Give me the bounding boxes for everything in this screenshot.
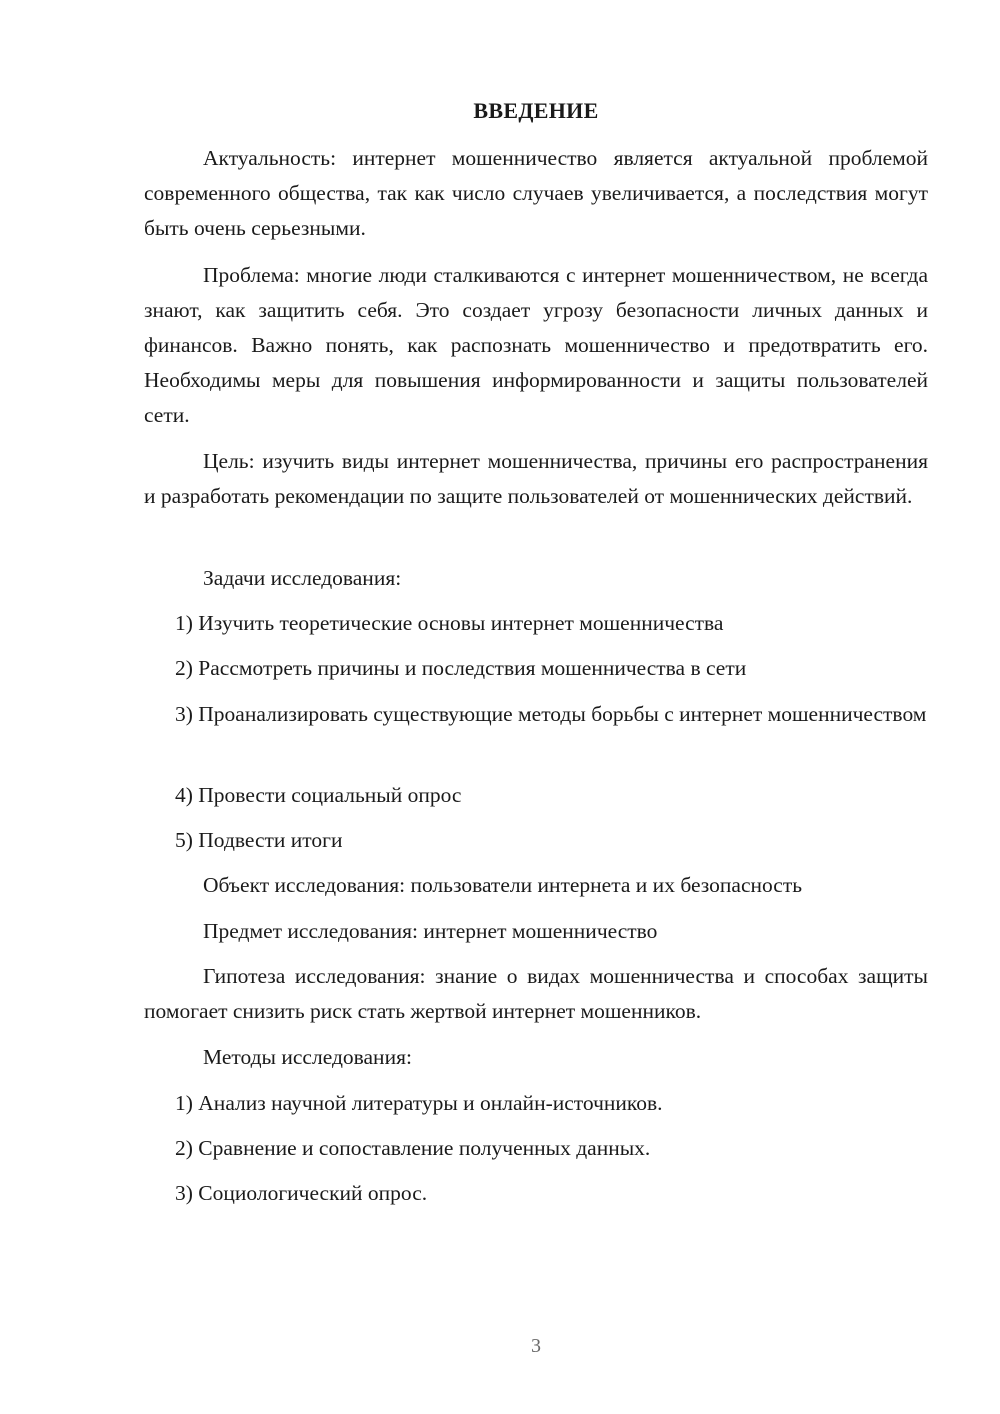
- page-title: ВВЕДЕНИЕ: [473, 98, 599, 123]
- method-item-3: 3) Социологический опрос.: [175, 1181, 428, 1205]
- paragraph-hypothesis: Гипотеза исследования: знание о видах мошенничества и способах защиты помогает снизить риск стать жертвой интернет мошенников.: [144, 964, 928, 1023]
- methods-heading: Методы исследования:: [203, 1045, 412, 1069]
- paragraph-subject: Предмет исследования: интернет мошенничество: [203, 919, 658, 943]
- task-item-2: 2) Рассмотреть причины и последствия мошенничества в сети: [175, 656, 747, 680]
- task-item-4: 4) Провести социальный опрос: [175, 783, 462, 807]
- tasks-heading: Задачи исследования:: [203, 566, 402, 590]
- task-item-1: 1) Изучить теоретические основы интернет мошенничества: [175, 611, 724, 635]
- task-item-5: 5) Подвести итоги: [175, 828, 343, 852]
- paragraph-relevance: Актуальность: интернет мошенничество является актуальной проблемой современного общества, так как число случаев увеличивается, а последствия могут быть очень серьезными.: [144, 146, 928, 240]
- method-item-1: 1) Анализ научной литературы и онлайн-источников.: [175, 1091, 663, 1115]
- task-item-3: 3) Проанализировать существующие методы борьбы с интернет мошенничеством: [175, 702, 927, 726]
- paragraph-goal: Цель: изучить виды интернет мошенничества, причины его распространения и разработать рекомендации по защите пользователей от мошеннических действий.: [144, 449, 928, 508]
- paragraph-problem: Проблема: многие люди сталкиваются с интернет мошенничеством, не всегда знают, как защитить себя. Это создает угрозу безопасности личных данных и финансов. Важно понять, как распознать мошенничество и предотвратить его. Необходимы меры для повышения информированности и защиты пользователей сети.: [144, 263, 928, 427]
- method-item-2: 2) Сравнение и сопоставление полученных данных.: [175, 1136, 651, 1160]
- page-number: 3: [531, 1335, 541, 1357]
- paragraph-object: Объект исследования: пользователи интернета и их безопасность: [203, 873, 803, 897]
